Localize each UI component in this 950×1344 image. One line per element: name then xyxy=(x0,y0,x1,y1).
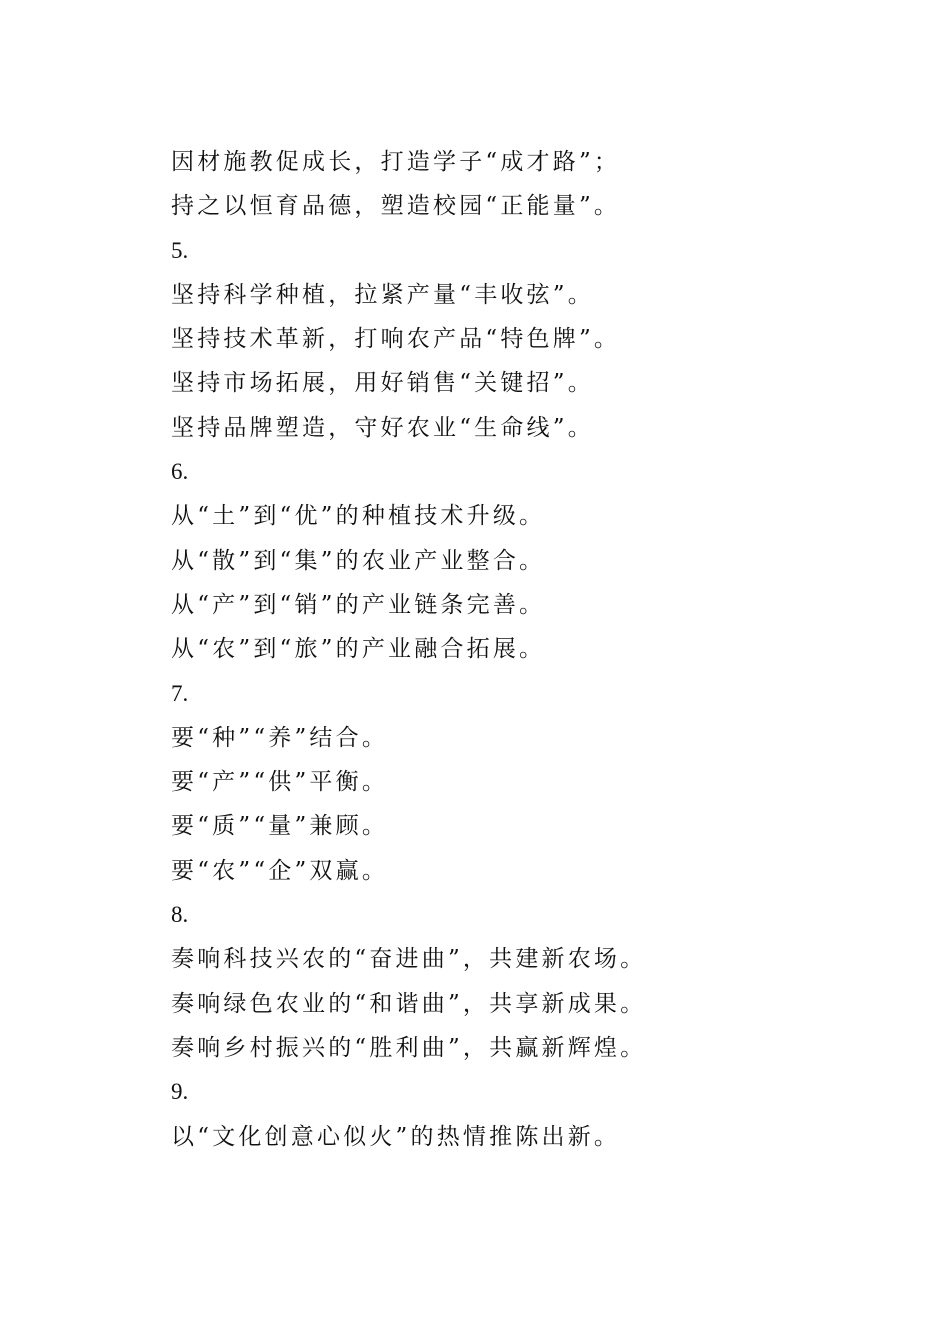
text-line: 从“土”到“优”的种植技术升级。 xyxy=(171,503,546,530)
text-line: 奏响乡村振兴的“胜利曲”，共赢新辉煌。 xyxy=(171,1034,647,1061)
text-line: 因材施教促成长，打造学子“成才路”； xyxy=(171,149,621,175)
text-line: 坚持市场拓展，用好销售“关键招”。 xyxy=(171,370,594,397)
text-line: 要“种”“养”结合。 xyxy=(171,724,389,751)
text-line: 从“产”到“销”的产业链条完善。 xyxy=(171,591,546,618)
section-number: 9. xyxy=(171,1079,189,1105)
section-number: 7. xyxy=(171,680,189,706)
section-number: 6. xyxy=(171,459,189,485)
text-line: 要“农”“企”双赢。 xyxy=(171,857,389,884)
text-line: 要“质”“量”兼顾。 xyxy=(171,813,389,840)
text-line: 从“散”到“集”的农业产业整合。 xyxy=(171,547,546,574)
text-line: 要“产”“供”平衡。 xyxy=(171,769,389,796)
text-line: 持之以恒育品德，塑造校园“正能量”。 xyxy=(171,193,621,220)
text-line: 坚持科学种植，拉紧产量“丰收弦”。 xyxy=(171,281,594,308)
text-line: 坚持品牌塑造，守好农业“生命线”。 xyxy=(171,414,594,441)
text-line: 奏响绿色农业的“和谐曲”，共享新成果。 xyxy=(171,990,647,1017)
text-line: 坚持技术革新，打响农产品“特色牌”。 xyxy=(171,326,621,353)
section-number: 5. xyxy=(171,237,189,263)
text-line: 从“农”到“旅”的产业融合拓展。 xyxy=(171,636,546,663)
document-body xyxy=(171,140,891,1159)
text-line: 以“文化创意心似火”的热情推陈出新。 xyxy=(171,1123,621,1150)
text-line: 奏响科技兴农的“奋进曲”，共建新农场。 xyxy=(171,946,647,973)
section-number: 8. xyxy=(171,902,189,928)
